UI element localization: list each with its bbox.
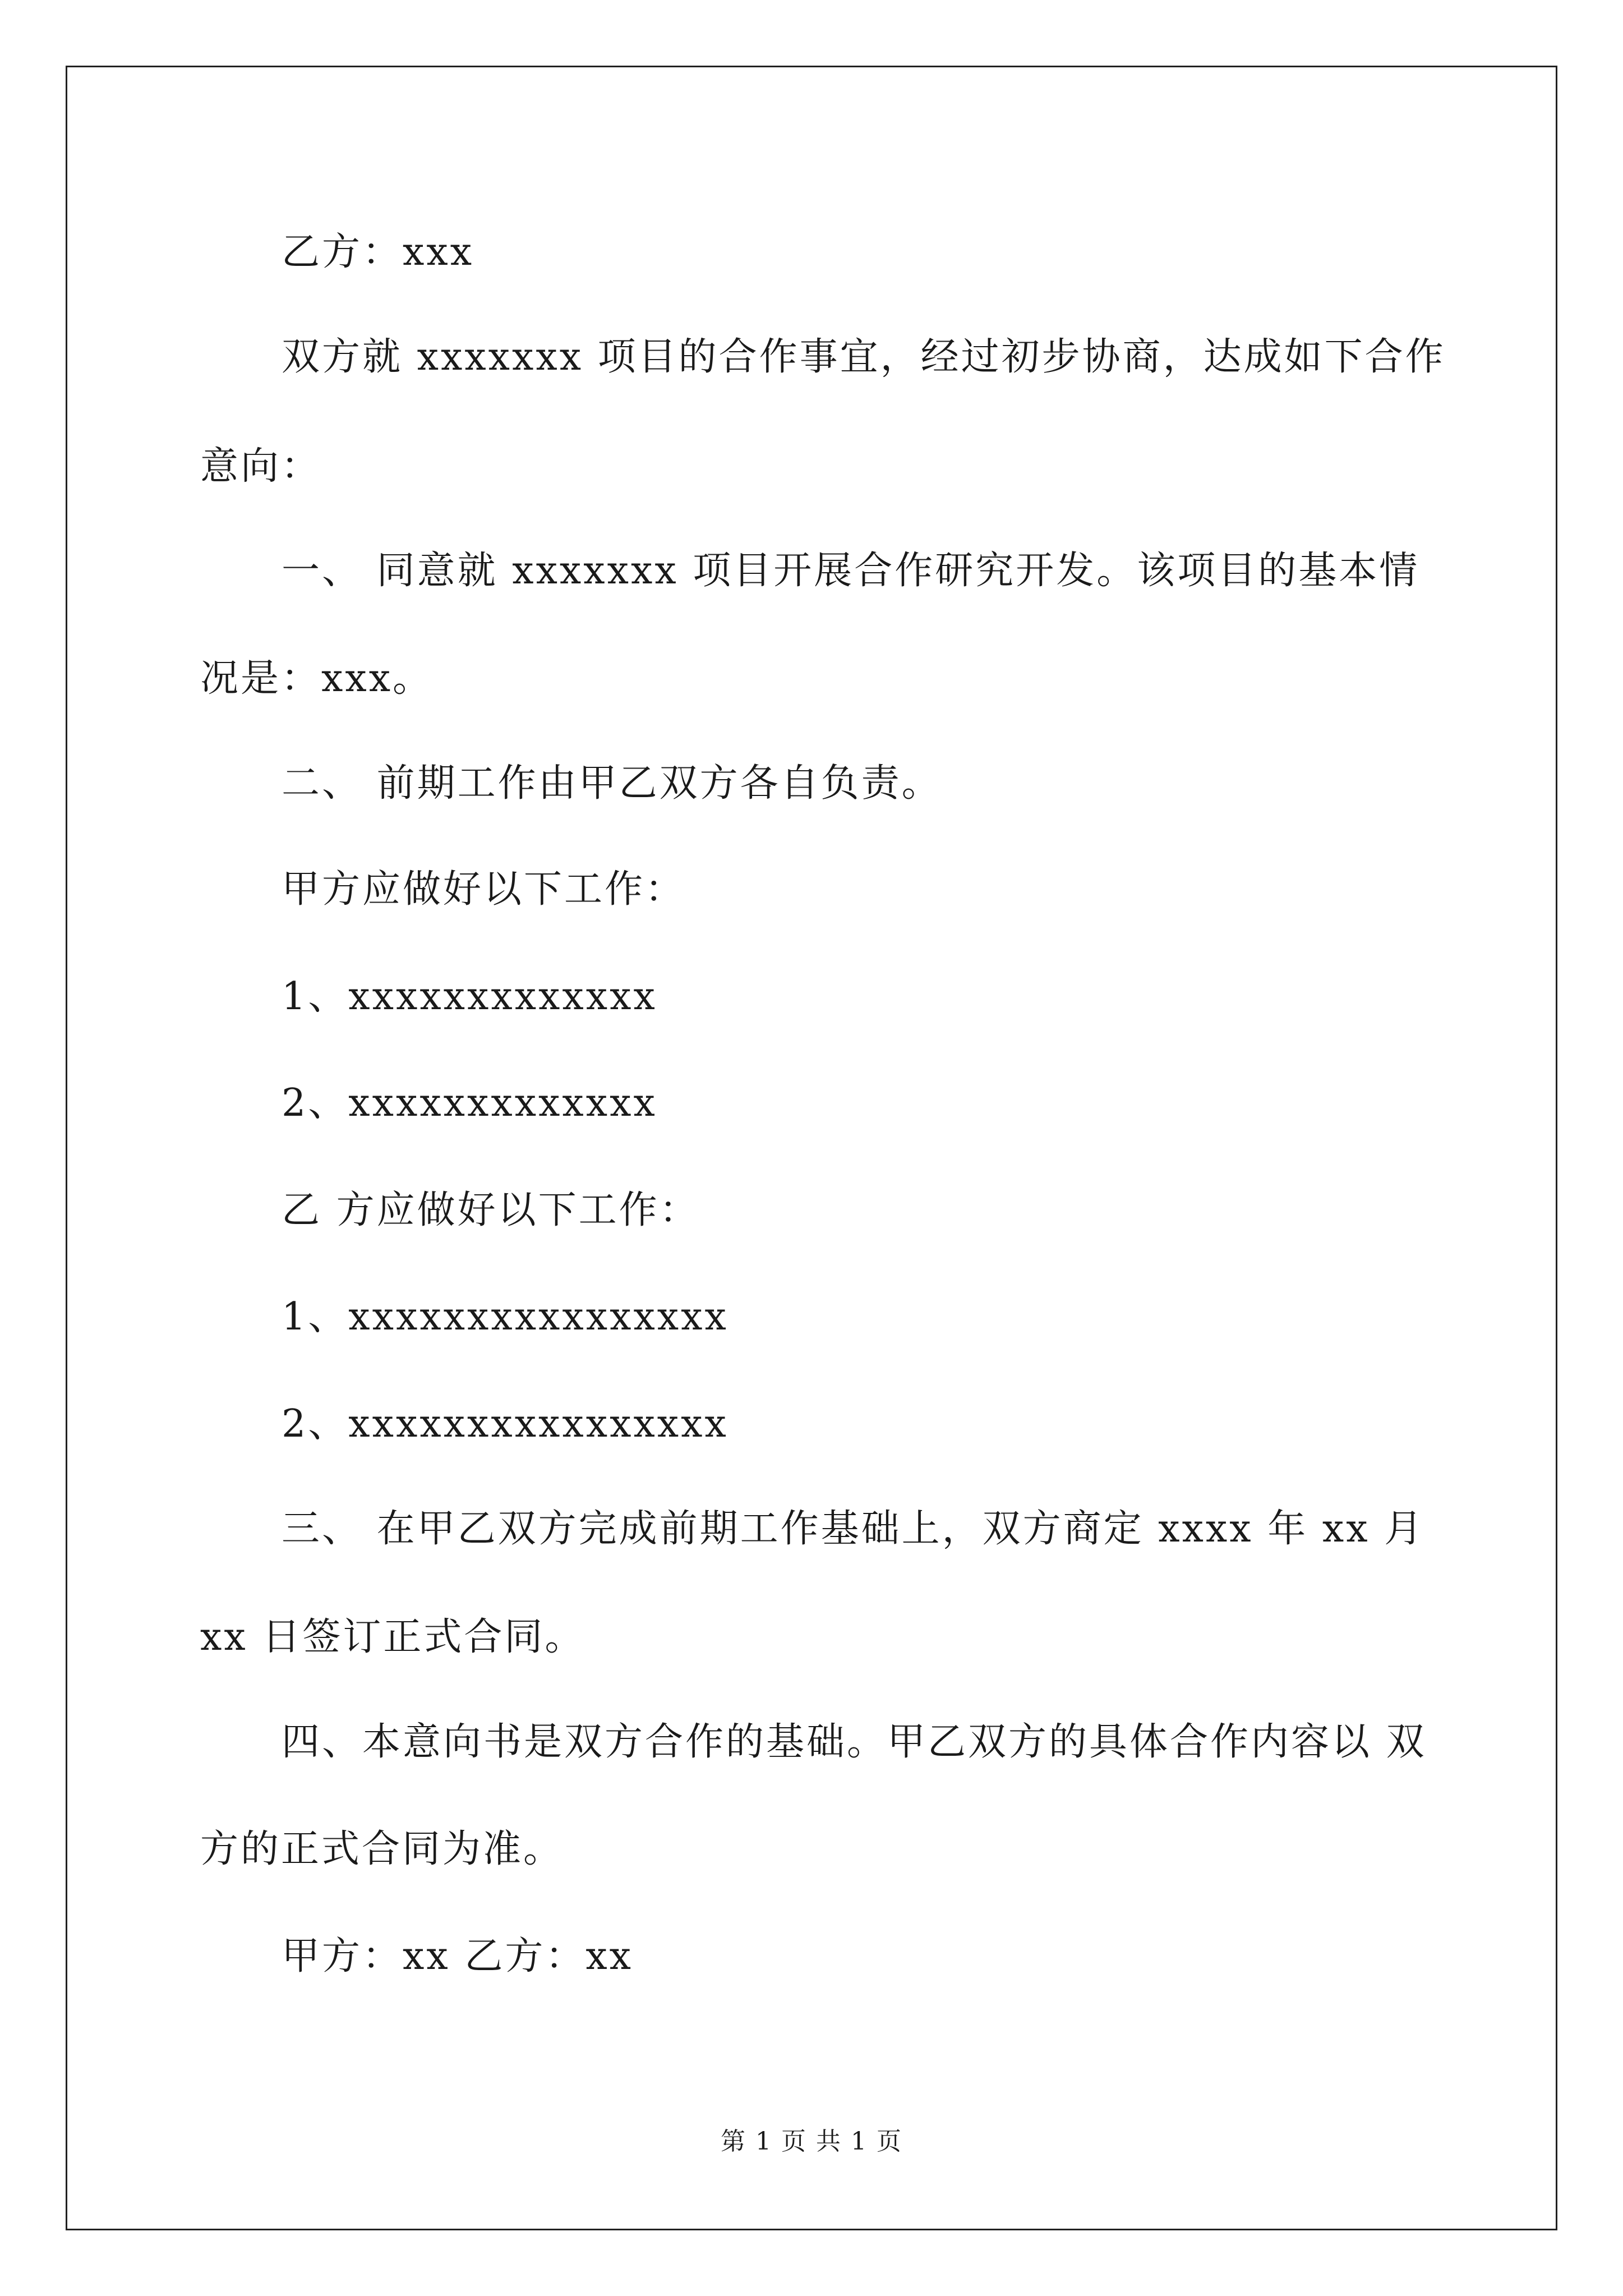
clause-one-line-1: 一、 同意就 xxxxxxx 项目开展合作研究开发。该项目的基本情 [282, 549, 1420, 593]
party-a-task-1: 1、xxxxxxxxxxxxx [282, 974, 657, 1019]
clause-four-line-2: 方的正式合同为准。 [200, 1827, 564, 1871]
party-b-task-2: 2、xxxxxxxxxxxxxxxx [282, 1402, 728, 1446]
page-number-footer: 第 1 页 共 1 页 [721, 2127, 902, 2156]
page-border [66, 66, 1557, 2230]
clause-two: 二、 前期工作由甲乙双方各自负责。 [282, 761, 942, 806]
party-b-tasks-heading: 乙 方应做好以下工作： [282, 1188, 700, 1232]
clause-three-line-2: xx 日签订正式合同。 [200, 1615, 585, 1659]
party-a-tasks-heading: 甲方应做好以下工作： [282, 867, 686, 912]
party-a-task-2: 2、xxxxxxxxxxxxx [282, 1081, 657, 1125]
party-b-task-1: 1、xxxxxxxxxxxxxxxx [282, 1295, 728, 1339]
clause-four-line-1: 四、本意向书是双方合作的基础。甲乙双方的具体合作内容以 双 [282, 1720, 1427, 1764]
clause-three-line-1: 三、 在甲乙双方完成前期工作基础上，双方商定 xxxx 年 xx 月 [282, 1507, 1425, 1551]
clause-one-line-2: 况是：xxx。 [200, 656, 434, 701]
party-b-header: 乙方：xxx [282, 230, 474, 274]
intro-paragraph-line-2: 意向： [200, 444, 322, 489]
intro-paragraph-line-1: 双方就 xxxxxxx 项目的合作事宜，经过初步协商，达成如下合作 [282, 335, 1446, 379]
signature-line: 甲方：xx 乙方：xx [282, 1934, 634, 1978]
